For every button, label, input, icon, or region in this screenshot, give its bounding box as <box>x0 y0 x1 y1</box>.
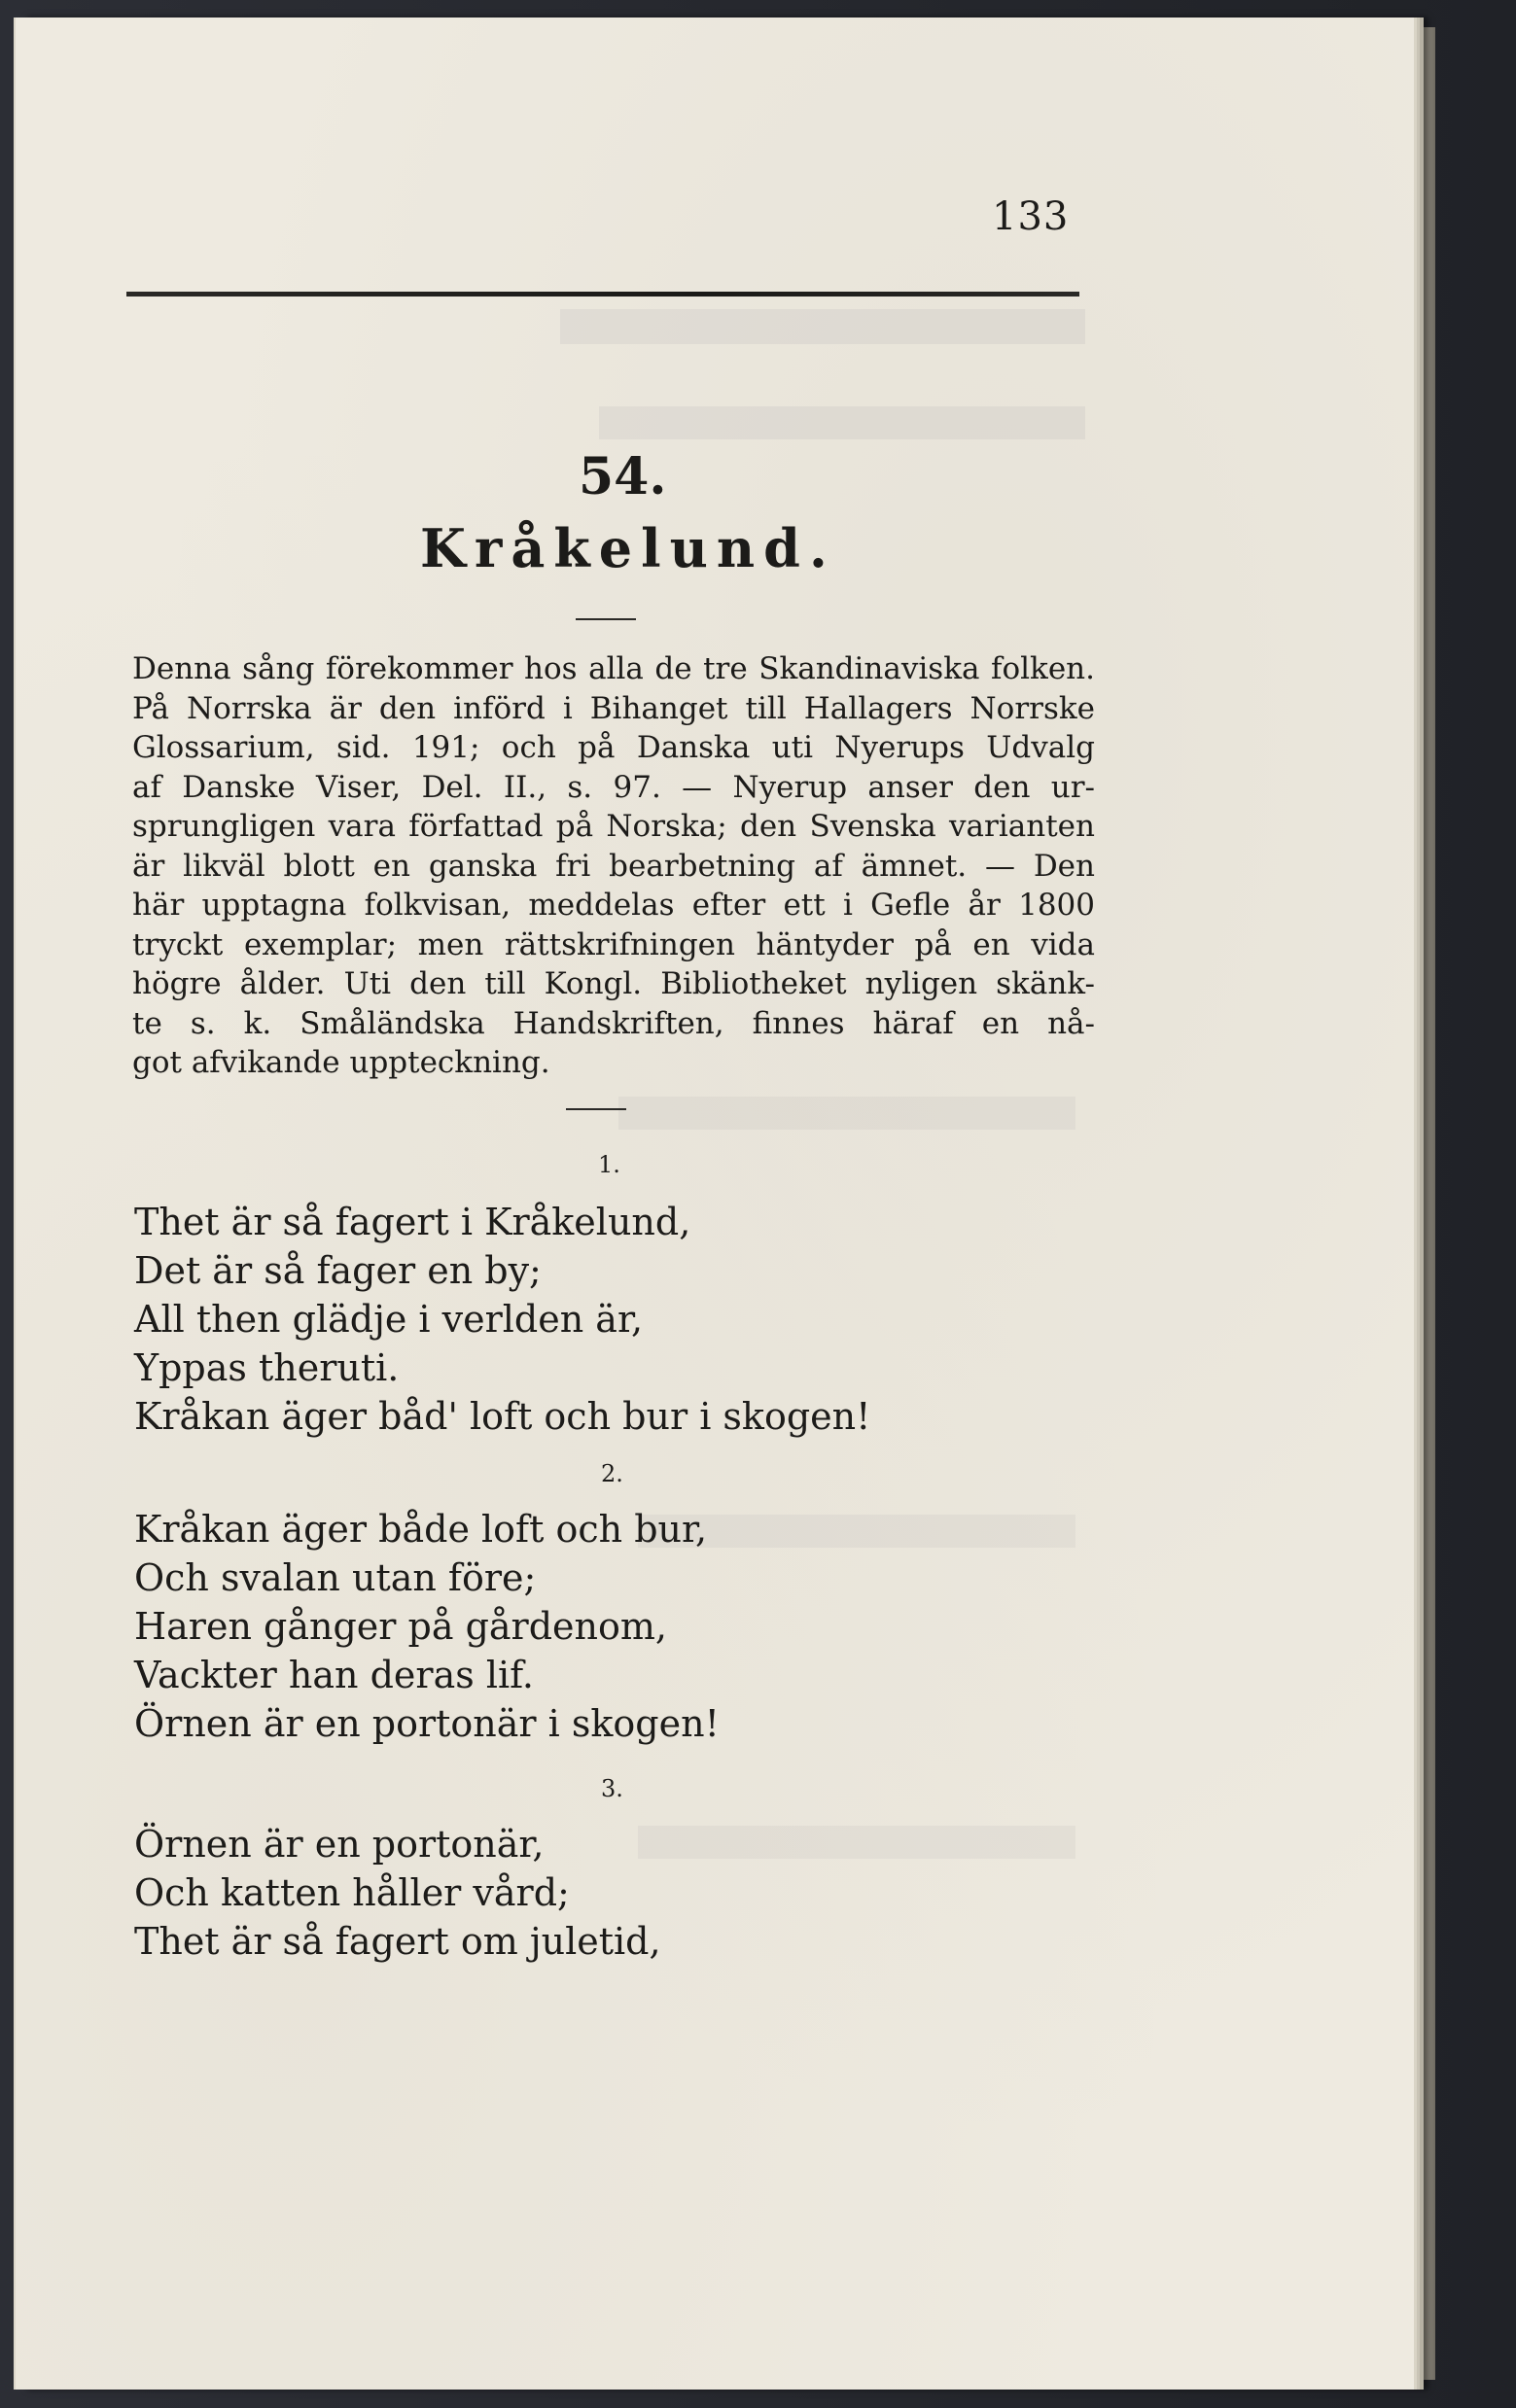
verse-line: Örnen är en portonär i skogen! <box>134 1702 720 1745</box>
bleed-through-2 <box>599 406 1085 439</box>
intro-line: Denna sång förekommer hos alla de tre Skandinaviska folken. <box>132 651 1095 686</box>
stanza-number: 2. <box>601 1460 623 1487</box>
stanza-1 <box>134 1198 870 1441</box>
stanza-3 <box>134 1820 661 1966</box>
page-edge <box>1412 27 1435 2380</box>
verse-line: Haren gånger på gårdenom, <box>134 1605 667 1648</box>
intro-paragraph <box>132 649 1095 1083</box>
intro-line: här upptagna folkvisan, meddelas efter ett i Gefle år 1800 <box>132 888 1095 923</box>
stanza-2 <box>134 1505 720 1748</box>
bleed-through-1 <box>560 309 1085 344</box>
verse-line: Vackter han deras lif. <box>134 1654 534 1696</box>
page-number: 133 <box>992 194 1070 239</box>
verse-line: Och katten håller vård; <box>134 1871 570 1914</box>
verse-line: Yppas theruti. <box>134 1346 400 1389</box>
verse-line: Kråkan äger båd' loft och bur i skogen! <box>134 1395 871 1438</box>
intro-line: På Norrska är den införd i Bihanget till Hallagers Norrske <box>132 690 1095 726</box>
verse-line: Kråkan äger både loft och bur, <box>134 1508 708 1551</box>
verse-line: Örnen är en portonär, <box>134 1823 545 1866</box>
verse-line: All then glädje i verlden är, <box>134 1298 644 1341</box>
intro-line: got afvikande uppteckning. <box>132 1045 550 1080</box>
intro-line: är likväl blott en ganska fri bearbetning af ämnet. — Den <box>132 848 1095 884</box>
intro-divider <box>566 1108 626 1110</box>
verse-line: Thet är så fagert i Kråkelund, <box>134 1201 691 1243</box>
verse-line: Det är så fager en by; <box>134 1249 542 1292</box>
intro-line: af Danske Viser, Del. II., s. 97. — Nyerup anser den ur- <box>132 769 1095 805</box>
verse-line: Och svalan utan före; <box>134 1556 537 1599</box>
bleed-through-3 <box>618 1097 1075 1130</box>
stanza-number: 1. <box>598 1151 620 1178</box>
intro-line: te s. k. Småländska Handskriften, finnes häraf en nå- <box>132 1005 1095 1041</box>
intro-line: högre ålder. Uti den till Kongl. Bibliotheket nyligen skänk- <box>132 966 1095 1001</box>
intro-line: tryckt exemplar; men rättskrifningen häntyder på en vida <box>132 926 1095 962</box>
verse-line: Thet är så fagert om juletid, <box>134 1920 661 1963</box>
bleed-through-5 <box>638 1826 1075 1859</box>
header-rule <box>126 292 1079 297</box>
intro-line: Glossarium, sid. 191; och på Danska uti Nyerups Udvalg <box>132 730 1095 765</box>
stanza-number: 3. <box>601 1775 623 1802</box>
intro-line: sprungligen vara författad på Norska; den Svenska varianten <box>132 809 1095 844</box>
song-title: Kråkelund. <box>420 517 836 579</box>
song-number: 54. <box>579 447 667 506</box>
title-divider <box>576 618 636 620</box>
